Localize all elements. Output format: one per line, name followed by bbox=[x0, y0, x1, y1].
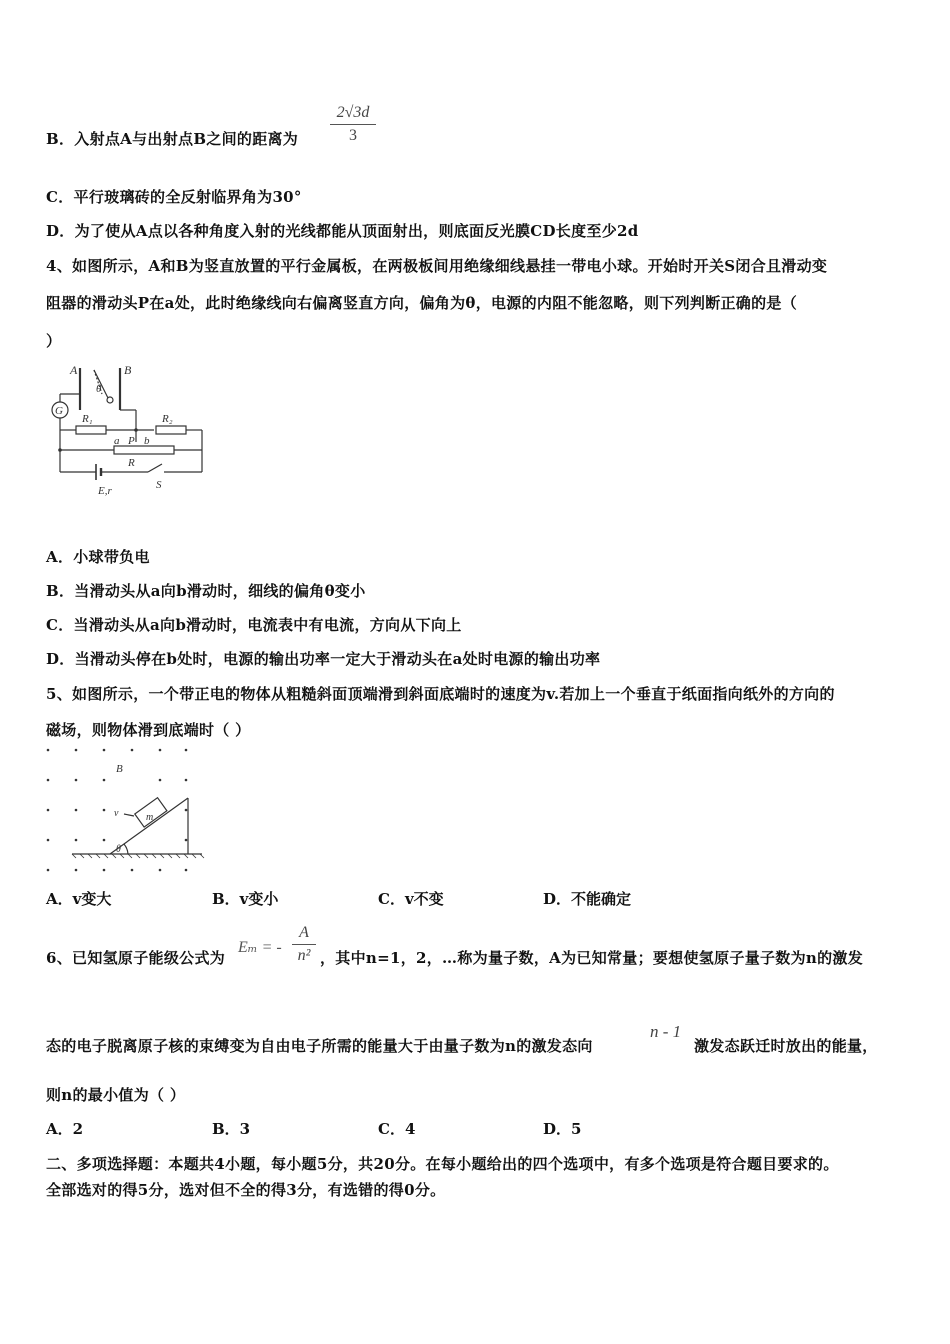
label-b: b bbox=[144, 435, 150, 447]
label-mass: m bbox=[146, 812, 154, 823]
q3-option-d: D．为了使从A点以各种角度入射的光线都能从顶面射出，则底面反光膜CD长度至少2d bbox=[46, 222, 639, 240]
label-a: a bbox=[114, 435, 120, 447]
q6-stem-post: ，其中n=1，2，…称为量子数，A为已知常量；要想使氢原子量子数为n的激发 bbox=[320, 949, 863, 967]
q3-option-b-text: B．入射点A与出射点B之间的距离为 bbox=[46, 130, 299, 148]
q6-line3: 则n的最小值为（ ） bbox=[46, 1086, 186, 1104]
q6-option-d: D．5 bbox=[543, 1120, 582, 1138]
label-s: S bbox=[156, 479, 162, 491]
q6-option-a: A．2 bbox=[46, 1120, 84, 1138]
label-plate-b: B bbox=[124, 363, 132, 377]
q5-option-c: C．v不变 bbox=[378, 890, 444, 908]
q6-option-b: B．3 bbox=[212, 1120, 251, 1138]
q6-fraction-denominator: n² bbox=[297, 947, 311, 964]
fraction-bar bbox=[330, 124, 376, 125]
section2-line2: 全部选对的得5分，选对但不全的得3分，有选错的得0分。 bbox=[46, 1181, 446, 1199]
label-incline-theta: θ bbox=[116, 844, 121, 855]
q6-line2-post: 激发态跃迁时放出的能量， bbox=[694, 1037, 878, 1055]
q4-stem-line1: 4、如图所示，A和B为竖直放置的平行金属板，在两极板间用绝缘细线悬挂一带电小球。开始时开关S闭合且滑动变 bbox=[46, 257, 828, 275]
q4-stem-line3: ） bbox=[46, 332, 62, 350]
q5-incline-diagram bbox=[40, 742, 210, 877]
q5-stem-line2: 磁场，则物体滑到底端时（ ） bbox=[46, 721, 251, 739]
label-p: P bbox=[128, 435, 135, 447]
q5-option-b: B．v变小 bbox=[212, 890, 279, 908]
q4-option-b: B．当滑动头从a向b滑动时，细线的偏角θ变小 bbox=[46, 582, 366, 600]
label-r2: R₂ bbox=[162, 413, 173, 425]
label-er: E,r bbox=[98, 485, 112, 497]
q6-fraction-numerator: A bbox=[299, 924, 309, 941]
q3-fraction-denominator: 3 bbox=[349, 127, 357, 144]
label-r1: R₁ bbox=[82, 413, 93, 425]
q6-line2-expression: n - 1 bbox=[650, 1022, 682, 1041]
label-r: R bbox=[128, 457, 135, 469]
q4-circuit-diagram bbox=[44, 360, 214, 500]
label-field-b: B bbox=[116, 763, 123, 775]
q6-option-c: C．4 bbox=[378, 1120, 416, 1138]
q6-stem-pre: 6、已知氢原子能级公式为 bbox=[46, 949, 226, 967]
label-galvanometer: G bbox=[55, 405, 63, 417]
q6-line2-pre: 态的电子脱离原子核的束缚变为自由电子所需的能量大于由量子数为n的激发态向 bbox=[46, 1037, 593, 1055]
q3-option-c: C．平行玻璃砖的全反射临界角为30° bbox=[46, 188, 302, 206]
fraction-bar bbox=[292, 944, 316, 945]
q5-stem-line1: 5、如图所示，一个带正电的物体从粗糙斜面顶端滑到斜面底端时的速度为v.若加上一个垂直于纸面指向纸外的方向的 bbox=[46, 685, 835, 703]
label-plate-a: A bbox=[70, 363, 78, 377]
q3-fraction-numerator: 2√3d bbox=[336, 104, 370, 121]
label-velocity: v bbox=[114, 808, 119, 819]
label-theta: θ bbox=[96, 383, 102, 395]
section2-line1: 二、多项选择题：本题共4小题，每小题5分，共20分。在每小题给出的四个选项中，有多个选项是符合题目要求的。 bbox=[46, 1155, 839, 1173]
q3-option-b bbox=[46, 128, 298, 149]
q5-option-a: A．v变大 bbox=[46, 890, 112, 908]
q4-stem-line2: 阻器的滑动头P在a处，此时绝缘线向右偏离竖直方向，偏角为θ，电源的内阻不能忽略，则下列判断正确的是（ bbox=[46, 294, 798, 312]
q6-formula-fraction bbox=[292, 924, 316, 965]
q5-option-d: D．不能确定 bbox=[543, 890, 632, 908]
q3-option-b-fraction bbox=[330, 104, 376, 145]
q4-option-c: C．当滑动头从a向b滑动时，电流表中有电流，方向从下向上 bbox=[46, 616, 462, 634]
q4-option-a: A．小球带负电 bbox=[46, 548, 150, 566]
q6-formula-lhs: Eₘ = - bbox=[238, 939, 282, 956]
q4-option-d: D．当滑动头停在b处时，电源的输出功率一定大于滑动头在a处时电源的输出功率 bbox=[46, 650, 601, 668]
